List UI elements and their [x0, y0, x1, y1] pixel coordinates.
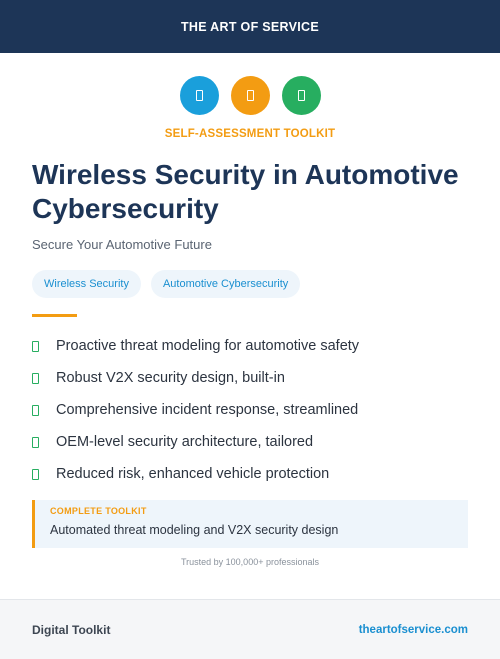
check-icon — [32, 373, 39, 384]
callout-title: COMPLETE TOOLKIT — [50, 506, 147, 516]
footer-brand: Digital Toolkit — [32, 622, 111, 637]
feature-label: OEM-level security architecture, tailored — [56, 434, 314, 450]
kicker-label: SELF-ASSESSMENT TOOLKIT — [164, 128, 336, 140]
green-badge-icon — [282, 76, 321, 115]
page-title: Wireless Security in Automotive Cybersecurity — [32, 159, 459, 224]
feature-item — [32, 426, 472, 458]
footer-bar — [0, 599, 500, 659]
feature-item — [32, 330, 472, 362]
icon-row — [0, 76, 500, 115]
feature-list — [32, 330, 472, 490]
header-bar — [0, 0, 500, 53]
feature-label: Robust V2X security design, built-in — [56, 370, 285, 386]
check-icon — [32, 405, 39, 416]
check-icon — [32, 437, 39, 448]
trust-note: Trusted by 100,000+ professionals — [180, 557, 319, 567]
page-glyph-icon — [298, 90, 305, 101]
page-subtitle: Secure Your Automotive Future — [32, 237, 212, 252]
footer-site-link[interactable]: theartofservice.com — [358, 623, 468, 636]
tag-automotive-cybersecurity: Automotive Cybersecurity — [151, 270, 300, 298]
check-icon — [32, 469, 39, 480]
feature-label: Proactive threat modeling for automotive safety — [56, 338, 360, 354]
blue-badge-icon — [180, 76, 219, 115]
publisher-name: THE ART OF SERVICE — [180, 19, 320, 34]
tag-list — [32, 270, 300, 298]
tag-wireless-security: Wireless Security — [32, 270, 141, 298]
feature-item — [32, 362, 472, 394]
toolkit-callout — [32, 500, 468, 548]
feature-item — [32, 394, 472, 426]
page-glyph-icon — [247, 90, 254, 101]
orange-badge-icon — [231, 76, 270, 115]
page-glyph-icon — [196, 90, 203, 101]
feature-item — [32, 458, 472, 490]
callout-text: Automated threat modeling and V2X security design — [50, 523, 339, 537]
feature-label: Reduced risk, enhanced vehicle protection — [56, 466, 330, 482]
feature-label: Comprehensive incident response, streamlined — [56, 402, 359, 418]
accent-divider — [32, 314, 77, 317]
check-icon — [32, 341, 39, 352]
